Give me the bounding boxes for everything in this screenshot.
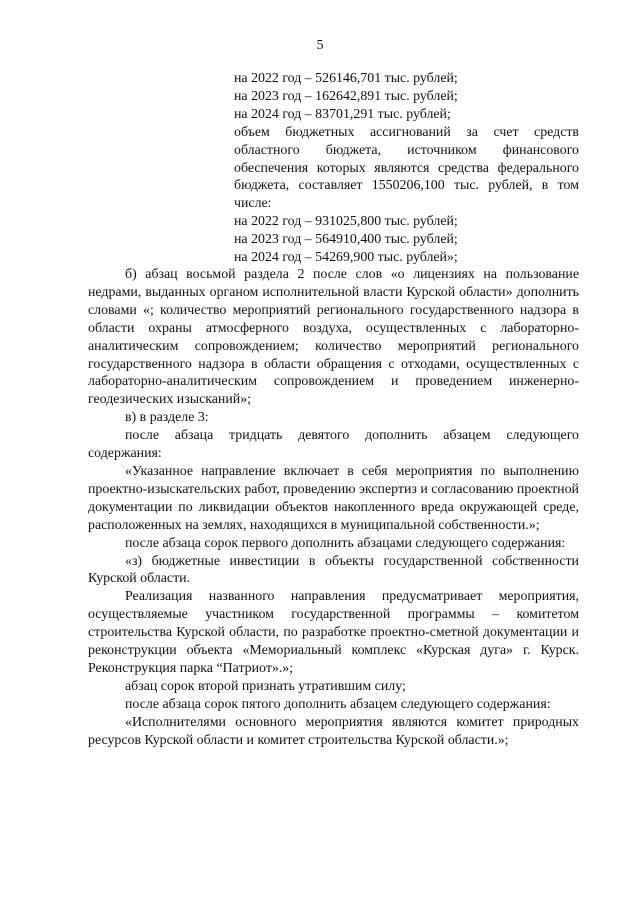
paragraph-after-39: после абзаца тридцать девятого дополнить абзацем следующего содержания: [88, 428, 579, 462]
paragraph-after-41: после абзаца сорок первого дополнить абзацами следующего содержания: [125, 535, 566, 551]
federal-line-2023: на 2023 год – 564910,400 тыс. рублей; [234, 232, 458, 248]
paragraph-b: б) абзац восьмой раздела 2 после слов «о лицензиях на пользование недрами, выданных органом исполнительной власти Курской области» дополнить словами «; количество мероприятий регионального государственного надзора в области охраны атмосферного воздуха, осуществленных с лабораторно-аналитическим сопровождением; количество мероприятий регионального государственного надзора в области обращения с отходами, осуществленных с лабораторно-аналитическим сопровождением и проведением инженерно-геодезических изысканий»; [88, 267, 579, 408]
paragraph-after-45: после абзаца сорок пятого дополнить абзацем следующего содержания: [125, 696, 551, 712]
federal-line-2024: на 2024 год – 54269,900 тыс. рублей»; [234, 250, 458, 266]
budget-line-2023: на 2023 год – 162642,891 тыс. рублей; [234, 88, 458, 104]
paragraph-v: в) в разделе 3: [125, 410, 209, 426]
page-number: 5 [316, 38, 324, 53]
federal-budget-paragraph: объем бюджетных ассигнований за счет средств областного бюджета, источником финансового обеспечения которых являются средства федерального бюджета, составляет 1550206,100 тыс. рублей, в том числе: [234, 124, 579, 212]
paragraph-executors: «Исполнителями основного мероприятия являются комитет природных ресурсов Курской области и комитет строительства Курской области.»; [88, 714, 579, 748]
paragraph-quote-direction: «Указанное направление включает в себя мероприятия по выполнению проектно-изыскательских работ, проведению экспертиз и согласованию проектной документации по ликвидации объектов накопленного вреда окружающей среде, расположенных на землях, находящихся в муниципальной собственности.»; [88, 463, 579, 533]
paragraph-budget-investments: «з) бюджетные инвестиции в объекты государственной собственности Курской области. [88, 553, 579, 587]
budget-line-2024: на 2024 год – 83701,291 тыс. рублей; [234, 106, 451, 122]
budget-line-2022: на 2022 год – 526146,701 тыс. рублей; [234, 71, 458, 86]
federal-line-2022: на 2022 год – 931025,800 тыс. рублей; [234, 214, 458, 230]
budget-allocation-block [234, 70, 579, 267]
paragraph-42-invalid: абзац сорок второй признать утратившим силу; [125, 678, 406, 694]
paragraph-implementation: Реализация названного направления предусматривает мероприятия, осуществляемые участником государственной программы – комитетом строительства Курской области, по разработке проектно-сметной документации и реконструкции объекта «Мемориальный комплекс «Курская дуга» г. Курск. Реконструкция парка “Патриот».»; [88, 589, 579, 676]
document-body [88, 266, 579, 749]
